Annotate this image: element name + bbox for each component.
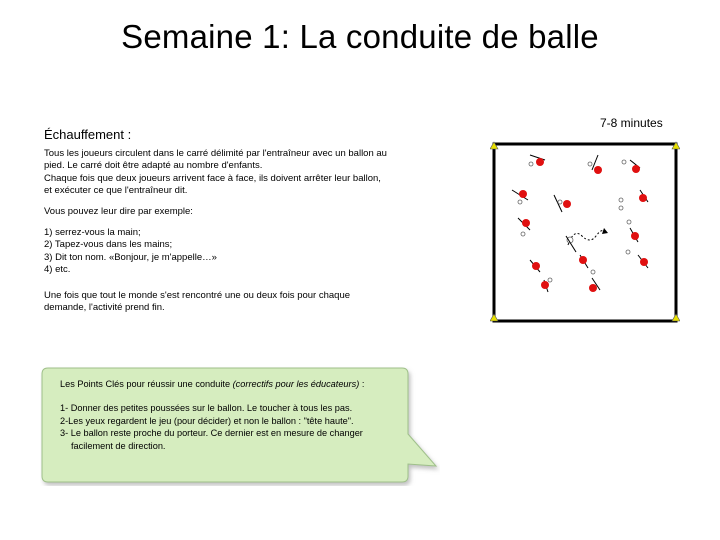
ending-line: Une fois que tout le monde s'est rencontré une ou deux fois pour chaque — [44, 290, 351, 301]
keypoints-title-italic: (correctifs pour les éducateurs) — [232, 379, 360, 389]
warmup-description — [44, 148, 424, 198]
keypoints-callout — [40, 366, 440, 486]
ball-icon — [563, 200, 571, 208]
example-item: 2) Tapez-vous dans les mains; — [44, 239, 173, 251]
player-head-icon — [627, 220, 631, 224]
keypoints-title — [60, 378, 405, 390]
ball-icon — [579, 256, 587, 264]
keypoint-item: 1- Donner des petites poussées sur le ballon. Le toucher à tous les pas. — [60, 403, 353, 414]
example-item: 4) etc. — [44, 264, 71, 276]
keypoint-item: 3- Le ballon reste proche du porteur. Ce dernier est en mesure de changer — [60, 428, 363, 439]
ending-line: demande, l'activité prend fin. — [44, 302, 165, 314]
ball-icon — [594, 166, 602, 174]
example-item: 3) Dit ton nom. «Bonjour, je m'appelle…» — [44, 251, 217, 263]
player-head-icon — [626, 250, 630, 254]
keypoint-item: 2-Les yeux regardent le jeu (pour décider) et non le ballon : "tête haute". — [60, 415, 354, 426]
keypoints-text — [60, 378, 405, 452]
warmup-line: Chaque fois que deux joueurs arrivent face à face, ils doivent arrêter leur ballon, — [44, 172, 381, 184]
examples-list — [44, 227, 424, 277]
player-head-icon — [619, 198, 623, 202]
ball-icon — [639, 194, 647, 202]
page-title: Semaine 1: La conduite de balle — [121, 18, 599, 55]
ball-icon — [532, 262, 540, 270]
player-head-icon — [529, 162, 533, 166]
ending-text — [44, 290, 424, 315]
warmup-heading: Échauffement : — [44, 127, 132, 142]
ball-icon — [640, 258, 648, 266]
warmup-line: et exécuter ce que l'entraîneur dit. — [44, 185, 188, 197]
keypoints-title-prefix: Les Points Clés pour réussir une conduite — [60, 379, 233, 389]
ball-icon — [632, 165, 640, 173]
player-head-icon — [619, 206, 623, 210]
spacer — [60, 390, 405, 402]
warmup-line: Tous les joueurs circulent dans le carré délimité par l'entraîneur avec un ballon au — [44, 148, 387, 159]
player-head-icon — [591, 270, 595, 274]
example-item: 1) serrez-vous la main; — [44, 227, 141, 238]
player-head-icon — [518, 200, 522, 204]
drill-field-diagram — [490, 140, 680, 325]
keypoints-title-suffix: : — [359, 379, 365, 389]
player-head-icon — [588, 162, 592, 166]
examples-intro: Vous pouvez leur dire par exemple: — [44, 206, 193, 217]
ball-icon — [589, 284, 597, 292]
player-head-icon — [622, 160, 626, 164]
ball-icon — [519, 190, 527, 198]
keypoint-continuation: facilement de direction. — [71, 440, 166, 451]
ball-icon — [631, 232, 639, 240]
player-head-icon — [521, 232, 525, 236]
ball-icon — [541, 281, 549, 289]
warmup-line: pied. Le carré doit être adapté au nombre d'enfants. — [44, 160, 263, 172]
ball-icon — [522, 219, 530, 227]
duration-label: 7-8 minutes — [600, 116, 663, 130]
player-head-icon — [558, 200, 562, 204]
player-head-icon — [548, 278, 552, 282]
ball-icon — [536, 158, 544, 166]
